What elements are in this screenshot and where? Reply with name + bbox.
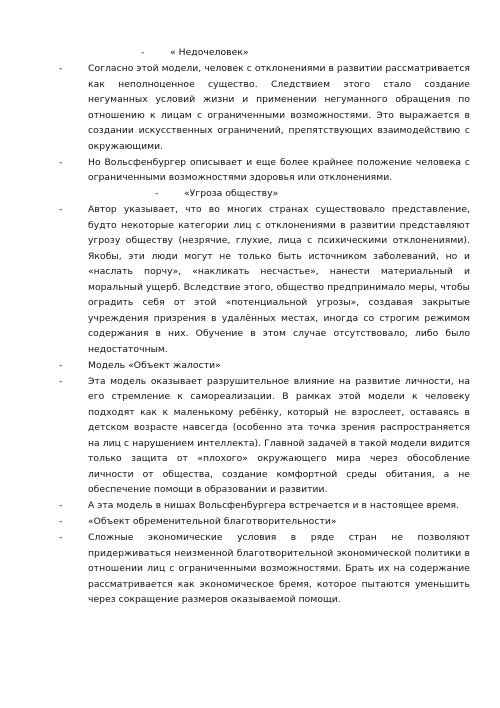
list-item-heading (88, 45, 470, 61)
list-dash: - (59, 359, 63, 371)
heading-object-of-pity: Модель «Объект жалости» (88, 359, 221, 371)
heading-burdensome-charity: «Объект обременительной благотворительности» (88, 516, 337, 527)
list-item (59, 498, 470, 514)
list-item (59, 202, 470, 357)
list-dash: - (59, 63, 63, 74)
list-item (59, 155, 470, 186)
list-dash: - (59, 204, 63, 215)
list-item-heading (59, 358, 470, 374)
list-dash: - (59, 532, 63, 543)
list-item (59, 530, 470, 608)
list-item (59, 61, 470, 154)
paragraph-extreme-position: Но Вольсфенбургер описывает и еще более крайнее положение человека с ограниченными возможностями здоровья или отклонениями. (88, 156, 470, 183)
list-dash: - (59, 516, 63, 527)
paragraph-subhuman-description: Согласно этой модели, человек с отклонениями в развитии рассматривается как неполноценное существо. Следствием этого стало создание негуманных условий жизни и применении негуманного обращения по отношению к лицам с ограниченными возможностями. Это выражается в создании искусственных ограничений, препятствующих взаимодействию с окружающими. (88, 63, 470, 152)
list-dash: - (59, 375, 63, 387)
list-item (59, 374, 470, 498)
list-dash: - (155, 188, 159, 199)
list-dash: - (141, 47, 145, 58)
heading-subhuman: « Недочеловек» (170, 47, 249, 58)
list-dash: - (59, 156, 63, 168)
paragraph-charity-description: Сложные экономические условия в ряде стран не позволяют придерживаться неизменной благотворительной экономической политики в отношении лиц с ограниченными возможностями. Брать их на содержание рассматривается как экономическое бремя, которое пытаются уменьшить через сокращение размеров оказываемой помощи. (88, 532, 470, 605)
list-dash: - (59, 500, 63, 511)
list-item-heading (88, 186, 470, 202)
paragraph-model-today: А эта модель в нишах Вольсфенбургера встречается и в настоящее время. (88, 500, 460, 511)
heading-threat-to-society: «Угроза обществу» (184, 188, 279, 199)
list-item-heading (59, 514, 470, 530)
paragraph-threat-description: Автор указывает, что во многих странах существовало представление, будто некоторые категории лиц с отклонениями в развитии представляют угрозу обществу (незрячие, глухие, лица с психическими отклонениями). Якобы, эти люди могут не только быть источником заболеваний, но и «наслать порчу», «накликать несчастье», нанести материальный и моральный ущерб. Вследствие этого, общество предпринимало меры, чтобы оградить себя от этой «потенциальной угрозы», создавая закрытые учреждения призрения в удалённых местах, иногда со строгим режимом содержания в них. Обучение в этом случае отсутствовало, либо было недостаточным. (88, 204, 470, 355)
paragraph-pity-description: Эта модель оказывает разрушительное влияние на развитие личности, на его стремление к самореализации. В рамках этой модели к человеку подходят как к маленькому ребёнку, который не взрослеет, оставаясь в детском возрасте навсегда (особенно эта точка зрения распространяется на лиц с нарушением интеллекта). Главной задачей в такой модели видится только защита от «плохого» окружающего мира через обособление личности от общества, создание комфортной среды обитания, а не обеспечение помощи в образовании и развитии. (88, 375, 470, 495)
